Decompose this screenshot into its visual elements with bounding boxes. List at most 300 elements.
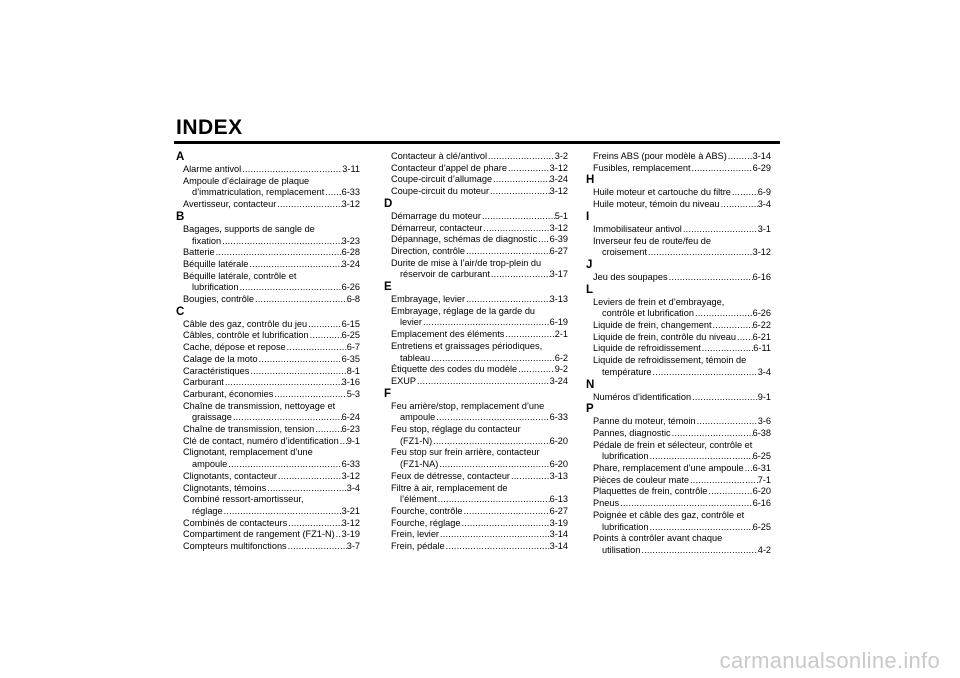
index-entry [176,319,360,331]
index-entry [384,174,568,186]
index-entry-text: graissage [192,412,232,423]
index-entry-text: lubrification [602,521,649,532]
dot-leader [445,541,550,553]
dot-leader [314,424,341,436]
index-entry [384,317,568,329]
dot-leader [416,376,550,388]
index-letter-heading: F [384,387,392,400]
index-entry-page: 6-11 [753,343,771,354]
dot-leader [647,247,753,259]
index-entry [586,498,771,510]
watermark: carmanualsonline.info [719,648,940,673]
index-entry-text: levier [400,317,422,328]
index-letter-heading: H [586,174,595,187]
index-entry-page: 6-29 [752,162,771,173]
dot-leader [504,329,554,341]
index-entry-page: 9-1 [346,435,360,446]
index-entry-text: tableau [400,352,431,363]
index-entry-text: Emplacement des éléments [391,329,505,340]
index-entry-text: Ampoule d’éclairage de plaque [183,175,310,186]
dot-leader [517,364,555,376]
index-entry [586,187,771,199]
index-entry-page: 3-4 [757,199,771,210]
index-entry [586,320,771,332]
index-entry-text: réglage [192,505,223,516]
dot-leader [437,494,550,506]
dot-leader [652,367,758,379]
index-entry [586,451,771,463]
index-letter-heading: P [586,403,594,416]
index-entry-text: Durite de mise à l’air/de trop-plein du [391,257,542,268]
index-entry [586,475,771,487]
index-entry [176,330,360,342]
index-entry-page: 6-8 [346,294,360,305]
index-entry-page: 6-21 [752,331,771,342]
index-entry-text: Démarreur, contacteur [391,222,483,233]
index-entry-text: Chaîne de transmission, nettoyage et [183,400,336,411]
index-entry-text: Cache, dépose et repose [183,342,286,353]
index-entry-page: 6-2 [554,352,568,363]
dot-leader [701,343,754,355]
dot-leader [435,412,549,424]
index-entry [384,186,568,198]
index-entry-text: Combinés de contacteurs [183,517,288,528]
index-entry-text: Jeu des soupapes [593,271,668,282]
index-entry [384,506,568,518]
index-entry-page: 3-23 [341,235,360,246]
index-entry [384,412,568,424]
index-entry-text: Compteurs multifonctions [183,541,287,552]
index-entry [384,294,568,306]
index-entry-page: 6-24 [341,412,360,423]
dot-leader [492,174,549,186]
index-column-2 [384,151,568,553]
index-entry [384,246,568,258]
dot-leader [727,151,753,163]
index-entry-text: Feux de détresse, contacteur [391,470,510,481]
index-entry [176,459,360,471]
index-entry-text: Inverseur feu de route/feu de [593,235,711,246]
index-entry-text: Leviers de frein et d’embrayage, [593,296,725,307]
index-entry-text: Pièces de couleur mate [593,474,690,485]
index-entry [384,471,568,483]
index-entry-text: (FZ1-N) [400,435,433,446]
index-entry [176,412,360,424]
index-entry-text: Entretiens et graissages périodiques, [391,340,543,351]
index-entry [176,366,360,378]
dot-leader [481,211,555,223]
index-entry-text: Feu arrière/stop, remplacement d’une [391,400,545,411]
index-entry [384,163,568,175]
dot-leader [430,353,555,365]
index-entry-text: Immobilisateur antivol [593,223,682,234]
dot-leader [507,163,550,175]
index-entry-page: 9-1 [757,391,771,402]
index-entry [176,342,360,354]
index-entry-page: 3-12 [549,186,568,197]
index-entry-text: Alarme antivol [183,164,242,174]
index-letter-heading: I [586,210,590,223]
index-entry-page: 3-12 [752,247,771,258]
dot-leader [490,269,550,281]
index-entry [176,259,360,271]
index-entry-page: 3-12 [341,517,360,528]
index-entry [384,211,568,223]
index-entry-page: 3-14 [549,529,568,540]
index-letter-heading: A [176,151,185,163]
index-entry-text: d’immatriculation, remplacement [192,187,325,198]
index-entry-text: Liquide de frein, contrôle du niveau [593,331,737,342]
dot-leader [682,224,758,236]
dot-leader [287,541,347,553]
index-entry-text: Compartiment de rangement (FZ1-N) [183,529,335,540]
dot-leader [489,186,550,198]
index-letter-heading: J [586,258,593,271]
dot-leader [465,246,550,258]
dot-leader [648,522,752,534]
dot-leader [232,412,342,424]
index-entry-page: 6-27 [549,245,568,256]
index-entry [384,364,568,376]
index-entry-page: 3-1 [757,223,771,234]
index-entry [586,486,771,498]
dot-leader [221,236,341,248]
index-entry-text: Fourche, contrôle [391,505,463,516]
index-entry-text: Clé de contact, numéro d’identification [183,435,339,446]
index-entry-text: Liquide de frein, changement [593,320,712,331]
index-entry [176,424,360,436]
index-entry-text: Embrayage, réglage de la garde du [391,305,536,316]
index-entry-text: Clignotants, témoins [183,482,267,493]
dot-leader [619,498,753,510]
index-entry-text: Clignotant, remplacement d’une [183,447,313,458]
index-entry-page: 6-20 [752,486,771,497]
index-entry-page: 3-2 [554,151,568,161]
dot-leader [720,199,758,211]
index-entry-text: fixation [192,235,222,246]
index-entry [586,392,771,404]
index-entry [384,494,568,506]
dot-leader [307,319,341,331]
index-entry-text: Embrayage, levier [391,294,466,305]
dot-leader [691,163,753,175]
dot-leader [224,377,342,389]
index-entry [586,163,771,175]
index-entry-page: 6-13 [549,494,568,505]
index-letter-heading: L [586,283,594,296]
index-entry-text: Direction, contrôle [391,245,466,256]
index-entry-page: 3-17 [549,269,568,280]
index-entry-text: (FZ1-NA) [400,459,439,470]
index-entry-text: Bagages, supports de sangle de [183,223,315,234]
index-entry [586,247,771,259]
index-entry [384,269,568,281]
index-entry-text: contrôle et lubrification [602,308,694,319]
dot-leader [668,272,753,284]
index-entry-text: Câbles, contrôle et lubrification [183,330,309,341]
index-entry-text: Chaîne de transmission, tension [183,424,315,435]
index-entry-text: réservoir de carburant [400,269,490,280]
index-entry [176,354,360,366]
dot-leader [335,529,342,541]
index-entry-page: 3-13 [549,294,568,305]
dot-leader [671,428,753,440]
index-entry-page: 3-24 [341,258,360,269]
index-entry [176,389,360,401]
index-letter-heading: N [586,378,595,391]
index-entry-page: 6-33 [341,459,360,470]
index-entry-text: Contacteur d’appel de phare [391,162,507,173]
index-entry-page: 3-24 [549,174,568,185]
dot-leader [463,506,550,518]
index-entry-text: croisement [602,247,647,258]
index-entry [384,329,568,341]
index-entry [384,541,568,553]
dot-leader [648,451,752,463]
index-entry-text: Huile moteur, témoin du niveau [593,199,720,210]
dot-leader [696,416,758,428]
dot-leader [286,342,347,354]
dot-leader [273,389,346,401]
index-entry-text: Feu stop, réglage du contacteur [391,424,521,435]
index-entry-page: 3-12 [549,222,568,233]
dot-leader [432,436,549,448]
index-entry-text: Numéros d’identification [593,391,692,402]
index-entry-text: Filtre à air, remplacement de [391,482,508,493]
index-entry [176,294,360,306]
index-entry-page: 6-26 [752,308,771,319]
index-entry-page: 6-7 [346,342,360,353]
index-entry-text: Démarrage du moteur [391,210,481,221]
index-entry-text: Panne du moteur, témoin [593,416,696,427]
dot-leader [254,294,347,306]
index-entry-text: Contacteur à clé/antivol [391,151,488,161]
index-entry [384,151,568,163]
index-entry-page: 6-25 [752,521,771,532]
dot-leader [438,459,549,471]
index-entry [586,308,771,320]
index-entry-page: 6-20 [549,459,568,470]
index-entry-page: 5-3 [346,388,360,399]
index-entry-text: Liquide de refroidissement, témoin de [593,355,747,366]
dot-leader [266,483,346,495]
index-letter-heading: E [384,281,392,294]
index-entry [176,282,360,294]
index-entry-text: utilisation [602,544,641,555]
dot-leader [460,518,549,530]
index-entry [586,416,771,428]
index-entry-page: 3-14 [549,541,568,552]
index-entry-text: Points à contrôler avant chaque [593,533,723,544]
dot-leader [277,471,342,483]
dot-leader [276,199,341,211]
index-entry-page: 6-26 [341,282,360,293]
dot-leader [736,332,753,344]
dot-leader [689,475,758,487]
index-entry-page: 6-28 [341,247,360,258]
title-rule [174,141,780,144]
index-entry [384,459,568,471]
index-entry-page: 6-20 [549,435,568,446]
index-entry-text: Freins ABS (pour modèle à ABS) [593,151,727,161]
index-entry-text: Câble des gaz, contrôle du jeu [183,318,308,329]
index-entry [384,234,568,246]
dot-leader [510,471,550,483]
page-title: INDEX [176,116,243,139]
index-entry-text: lubrification [192,282,239,293]
dot-leader [731,187,758,199]
index-entry-text: Frein, pédale [391,541,445,552]
index-entry [176,529,360,541]
index-letter-heading: D [384,197,393,210]
index-entry-text: Bougies, contrôle [183,294,254,305]
dot-leader [339,436,347,448]
index-entry-page: 6-19 [549,317,568,328]
index-entry [384,436,568,448]
index-entry [586,367,771,379]
index-entry [176,164,360,176]
index-entry-page: 5-1 [554,210,568,221]
dot-leader [712,320,753,332]
dot-leader [238,282,341,294]
index-entry [176,483,360,495]
dot-leader [744,463,753,475]
index-entry [586,151,771,163]
index-entry-page: 9-2 [554,364,568,375]
index-entry [586,343,771,355]
index-entry-text: Batterie [183,247,215,258]
dot-leader [439,529,550,541]
index-entry-text: Feu stop sur frein arrière, contacteur [391,447,540,458]
index-column-1 [176,151,360,553]
index-entry-page: 2-1 [554,329,568,340]
index-entry-page: 3-14 [752,151,771,161]
index-entry-text: Fourche, réglage [391,517,461,528]
index-entry-page: 3-24 [549,375,568,386]
index-entry-text: EXUP [391,375,417,386]
dot-leader [248,259,341,271]
index-entry-page: 6-35 [341,353,360,364]
index-entry-text: ampoule [192,459,228,470]
index-entry-text: Huile moteur et cartouche du filtre [593,187,731,198]
index-entry-page: 3-4 [346,482,360,493]
index-entry [586,522,771,534]
dot-leader [227,459,341,471]
index-entry-page: 6-25 [341,330,360,341]
index-letter-heading: C [176,305,185,318]
index-entry-page: 3-13 [549,470,568,481]
index-entry-page: 6-33 [549,412,568,423]
index-entry-page: 6-39 [549,234,568,245]
index-entry-text: Coupe-circuit du moteur [391,186,490,197]
index-entry [176,199,360,211]
index-entry [586,224,771,236]
index-entry-page: 3-12 [341,470,360,481]
dot-leader [691,392,758,404]
index-entry-text: Phare, remplacement d’une ampoule [593,463,744,474]
index-entry-page: 6-16 [752,498,771,509]
index-entry-page: 3-4 [757,366,771,377]
index-entry [586,545,771,557]
index-entry [586,199,771,211]
index-entry [586,332,771,344]
dot-leader [258,354,342,366]
index-entry-text: Combiné ressort-amortisseur, [183,494,304,505]
index-entry-text: Pannes, diagnostic [593,427,671,438]
dot-leader [309,330,342,342]
index-entry-text: Béquille latérale, contrôle et [183,270,297,281]
index-entry [176,541,360,553]
index-entry-page: 3-6 [757,416,771,427]
index-entry-page: 6-15 [341,318,360,329]
index-entry-text: Dépannage, schémas de diagnostic [391,234,538,245]
dot-leader [487,151,555,163]
index-entry-page: 4-2 [757,544,771,555]
index-entry-text: lubrification [602,451,649,462]
index-entry-page: 6-9 [757,187,771,198]
index-entry-page: 6-25 [752,451,771,462]
index-entry-text: Coupe-circuit d’allumage [391,174,493,185]
dot-leader [640,545,757,557]
index-entry [176,506,360,518]
index-letter-heading: B [176,210,185,223]
index-entry-text: Pédale de frein et sélecteur, contrôle et [593,439,753,450]
dot-leader [287,518,341,530]
index-column-3 [586,151,771,557]
dot-leader [537,234,550,246]
index-entry [384,223,568,235]
index-entry-text: Frein, levier [391,529,439,540]
index-entry-page: 3-12 [549,162,568,173]
index-entry-page: 6-27 [549,505,568,516]
dot-leader [249,366,346,378]
index-entry-text: ampoule [400,412,436,423]
index-entry-text: Fusibles, remplacement [593,162,691,173]
index-entry [384,376,568,388]
index-entry [176,518,360,530]
index-entry-text: Clignotants, contacteur [183,470,277,481]
index-entry [384,353,568,365]
index-entry-text: température [602,366,652,377]
index-entry [176,236,360,248]
index-entry-page: 7-1 [757,474,771,485]
index-entry-text: Liquide de refroidissement [593,343,701,354]
index-entry [586,428,771,440]
dot-leader [241,164,342,176]
index-entry-text: Caractéristiques [183,365,250,376]
index-entry-page: 3-11 [342,164,360,174]
dot-leader [465,294,550,306]
index-entry-page: 6-22 [752,320,771,331]
index-entry [586,272,771,284]
index-entry-text: Poignée et câble des gaz, contrôle et [593,509,745,520]
index-entry [176,436,360,448]
index-entry-page: 3-19 [341,529,360,540]
index-entry-page: 3-7 [346,541,360,552]
index-entry [176,247,360,259]
index-entry-page: 6-16 [752,271,771,282]
index-entry-page: 3-21 [341,505,360,516]
index-entry-page: 8-1 [346,365,360,376]
index-entry-page: 6-33 [341,187,360,198]
dot-leader [694,308,753,320]
dot-leader [215,247,342,259]
index-entry-text: Plaquettes de frein, contrôle [593,486,708,497]
index-entry-text: Pneus [593,498,620,509]
index-entry-text: Béquille latérale [183,258,249,269]
dot-leader [707,486,752,498]
index-entry-page: 3-12 [341,199,360,210]
